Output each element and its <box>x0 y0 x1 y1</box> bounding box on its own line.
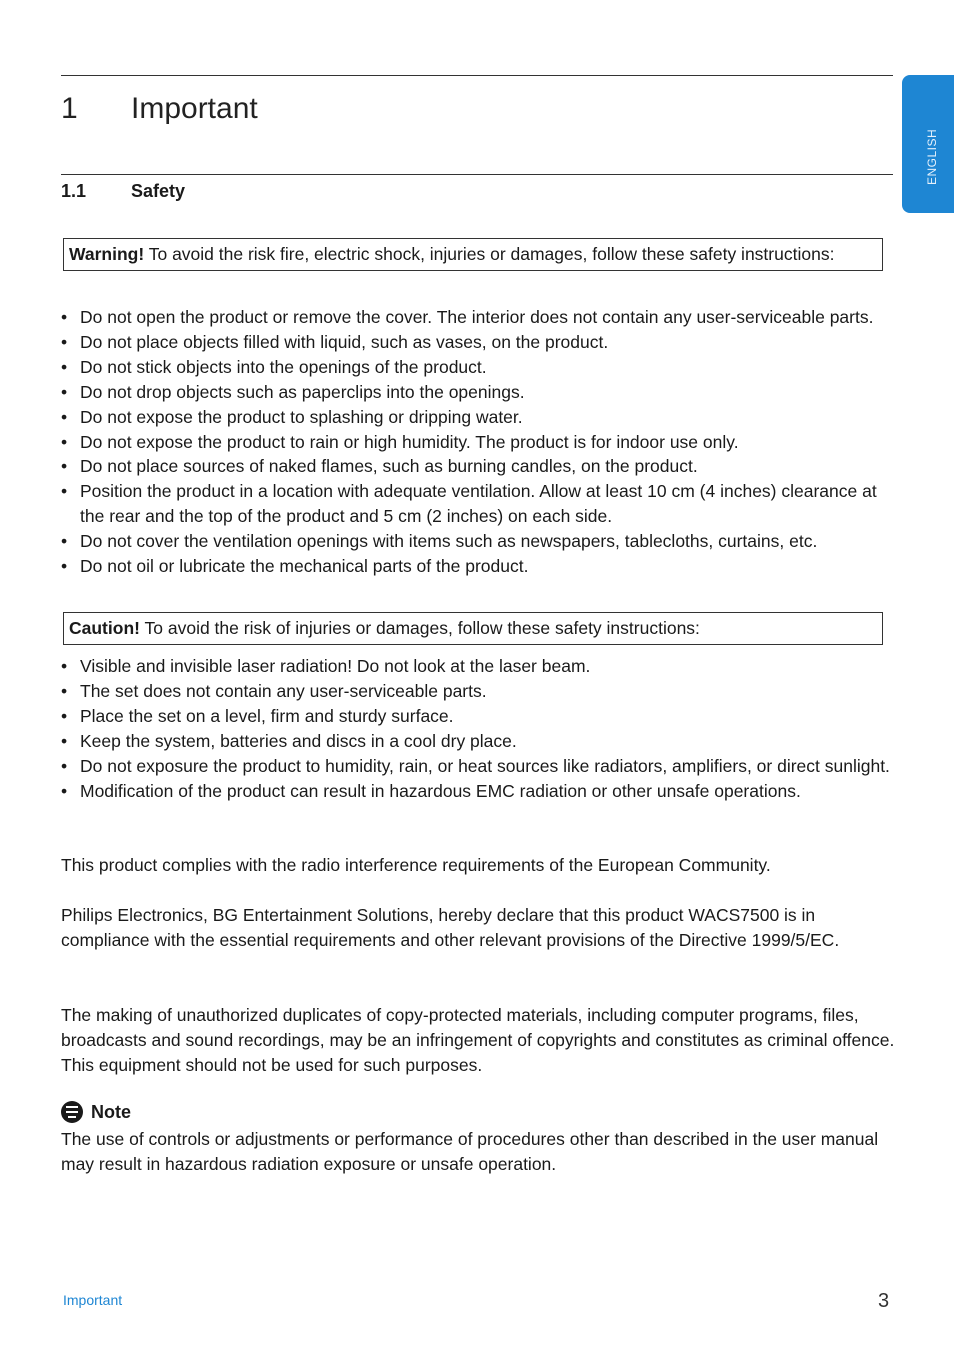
warning-list <box>61 305 901 579</box>
chapter-number: 1 <box>61 92 78 125</box>
caution-label: Caution! <box>69 618 140 638</box>
list-item: • Do not exposure the product to humidity, rain, or heat sources like radiators, amplifiers, or direct sunlight. <box>61 754 901 779</box>
top-rule <box>61 75 893 76</box>
list-item: • Do not place sources of naked flames, such as burning candles, on the product. <box>61 454 901 479</box>
list-item: • Do not oil or lubricate the mechanical parts of the product. <box>61 554 901 579</box>
list-item: • Do not expose the product to rain or high humidity. The product is for indoor use only. <box>61 430 901 455</box>
list-item: • Do not drop objects such as paperclips into the openings. <box>61 380 901 405</box>
chapter-rule <box>61 174 893 175</box>
declaration-paragraph: Philips Electronics, BG Entertainment Solutions, hereby declare that this product WACS7500 is in compliance with the essential requirements and other relevant provisions of the Directive 1999/5/EC. <box>61 905 840 950</box>
copyright-paragraph: The making of unauthorized duplicates of copy-protected materials, including computer programs, files, broadcasts and sound recordings, may be an infringement of copyrights and constitutes as criminal offence. This equipment should not be used for such purposes. <box>61 1005 895 1075</box>
compliance-paragraph: This product complies with the radio interference requirements of the European Community. <box>61 855 771 875</box>
list-item: • Place the set on a level, firm and sturdy surface. <box>61 704 901 729</box>
list-item: • Visible and invisible laser radiation! Do not look at the laser beam. <box>61 654 901 679</box>
caution-text: To avoid the risk of injuries or damages, follow these safety instructions: <box>139 618 700 638</box>
footer-section-label: Important <box>63 1292 123 1308</box>
page-number: 3 <box>878 1290 890 1312</box>
list-item: • Keep the system, batteries and discs in a cool dry place. <box>61 729 901 754</box>
caution-list <box>61 654 901 803</box>
list-item: • Do not place objects filled with liquid, such as vases, on the product. <box>61 330 901 355</box>
list-item: • Do not expose the product to splashing or dripping water. <box>61 405 901 430</box>
chapter-title: Important <box>131 92 258 125</box>
warning-box <box>63 238 883 271</box>
chapter-heading <box>61 92 258 126</box>
section-title: Safety <box>131 181 186 201</box>
warning-text: To avoid the risk fire, electric shock, injuries or damages, follow these safety instructions: <box>144 244 835 264</box>
list-item: • Do not open the product or remove the cover. The interior does not contain any user-serviceable parts. <box>61 305 901 330</box>
list-item: • Do not stick objects into the openings of the product. <box>61 355 901 380</box>
note-text: The use of controls or adjustments or performance of procedures other than described in the user manual may result in hazardous radiation exposure or unsafe operation. <box>61 1129 879 1174</box>
language-label: ENGLISH <box>925 128 939 185</box>
warning-label: Warning! <box>69 244 145 264</box>
note-icon <box>61 1101 83 1123</box>
note-title: Note <box>91 1101 131 1122</box>
caution-box <box>63 612 883 645</box>
section-number: 1.1 <box>61 181 87 201</box>
list-item: • Modification of the product can result in hazardous EMC radiation or other unsafe operations. <box>61 779 901 804</box>
section-heading <box>61 181 185 202</box>
language-tab <box>902 75 954 213</box>
list-item: • Do not cover the ventilation openings with items such as newspapers, tablecloths, curtains, etc. <box>61 529 901 554</box>
note-heading <box>61 1101 131 1123</box>
list-item: • Position the product in a location with adequate ventilation. Allow at least 10 cm (4 inches) clearance at the rear and the top of the product and 5 cm (2 inches) on each side. <box>61 479 901 529</box>
list-item: • The set does not contain any user-serviceable parts. <box>61 679 901 704</box>
